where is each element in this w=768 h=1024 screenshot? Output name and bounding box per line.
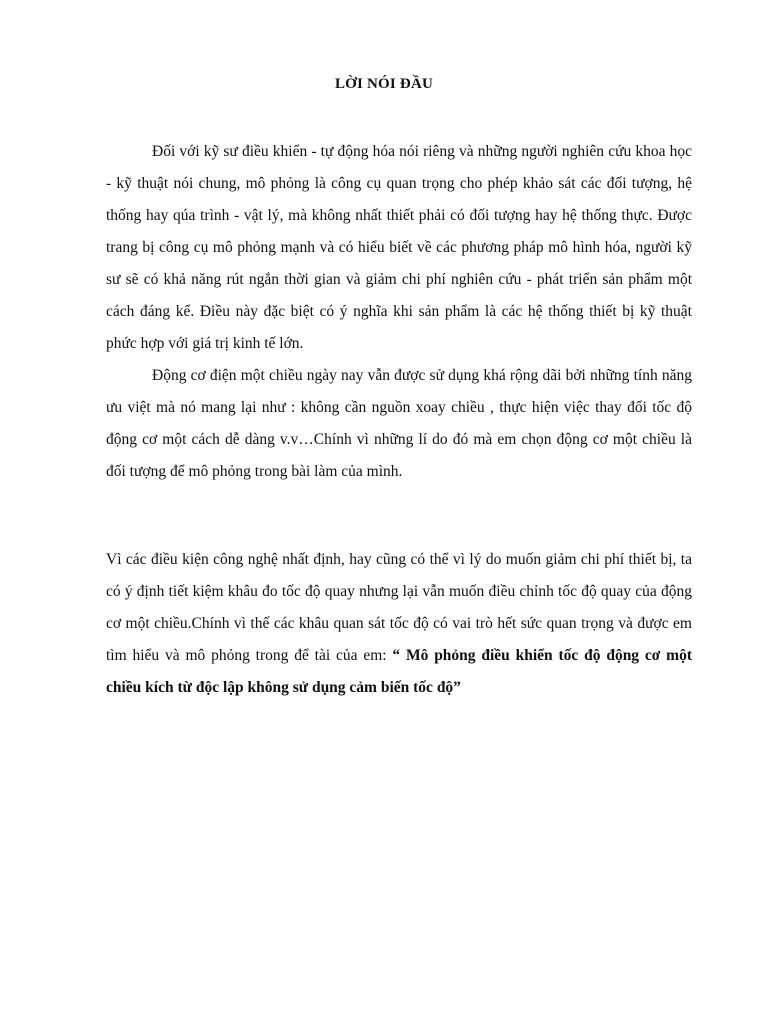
body-block-2 <box>106 544 692 704</box>
paragraph-3-text: Vì các điều kiện công nghệ nhất định, hay cũng có thể vì lý do muốn giảm chi phí thiết bị, ta có ý định tiết kiệm khâu đo tốc độ quay nhưng lại vẫn muốn điều chỉnh tốc độ quay của động cơ một chiều.Chính vì thế các khâu quan sát tốc độ có vai trò hết sức quan trọng và được em tìm hiểu và mô phỏng trong để tài của em: <box>106 551 692 664</box>
thesis-topic-title: “ Mô phỏng điều khiển tốc độ động cơ một chiều kích từ độc lập không sử dụng cảm biến tốc độ” <box>106 647 692 696</box>
paragraph-3 <box>106 544 692 704</box>
paragraph-1: Đối với kỹ sư điều khiển - tự động hóa nói riêng và những người nghiên cứu khoa học - kỹ thuật nói chung, mô phỏng là công cụ quan trọng cho phép khảo sát các đối tượng, hệ thống hay qúa trình - vật lý, mà không nhất thiết phải có đối tượng hay hệ thống thực. Được trang bị công cụ mô phỏng mạnh và có hiểu biết về các phương pháp mô hình hóa, người kỹ sư sẽ có khả năng rút ngắn thời gian và giảm chi phí nghiên cứu - phát triển sản phẩm một cách đáng kể. Điều này đặc biệt có ý nghĩa khi sản phẩm là các hệ thống thiết bị kỹ thuật phức hợp với giá trị kinh tế lớn. <box>106 143 692 352</box>
page-title: LỜI NÓI ĐẦU <box>334 76 434 92</box>
body-block-1 <box>106 136 692 488</box>
paragraph-2: Động cơ điện một chiều ngày nay vẫn được sử dụng khá rộng dãi bởi những tính năng ưu việt mà nó mang lại như : không cần nguồn xoay chiều , thực hiện việc thay đổi tốc độ động cơ một cách dễ dàng v.v…Chính vì những lí do đó mà em chọn động cơ một chiều là đối tượng để mô phỏng trong bài làm của mình. <box>106 367 692 480</box>
